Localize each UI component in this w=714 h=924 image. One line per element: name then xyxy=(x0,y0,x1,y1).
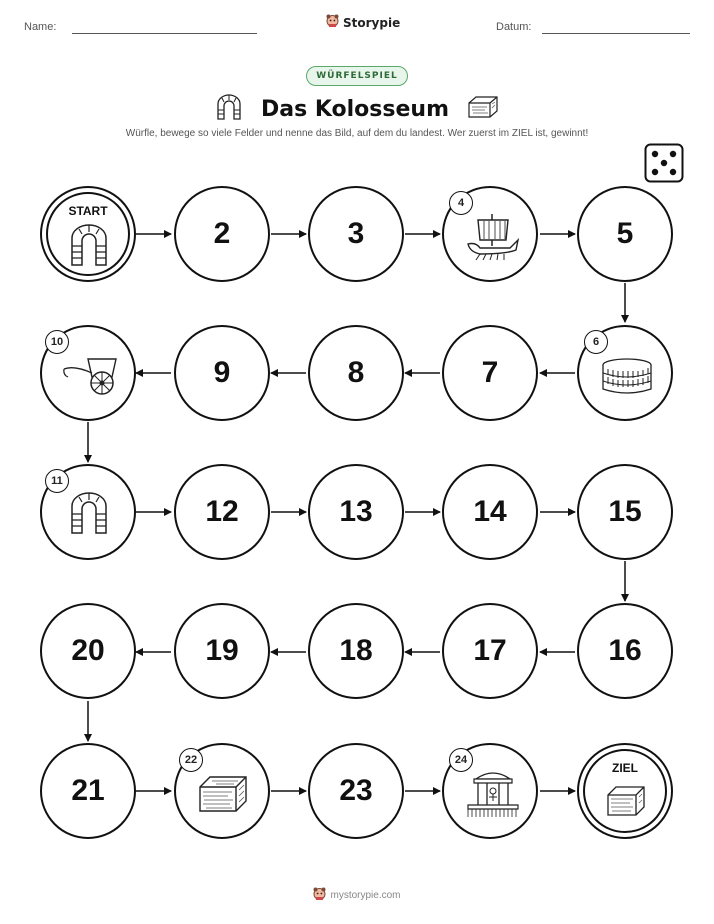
ship-icon xyxy=(466,210,520,266)
arch-icon xyxy=(69,224,109,270)
board-cell-7[interactable]: 7 xyxy=(442,325,538,421)
chariot-icon xyxy=(62,351,120,401)
brand-name: Storypie xyxy=(343,15,401,30)
board-cell-12[interactable]: 12 xyxy=(174,464,270,560)
board-cell-20[interactable]: 20 xyxy=(40,603,136,699)
board-cell-16[interactable]: 16 xyxy=(577,603,673,699)
board-cell-3[interactable]: 3 xyxy=(308,186,404,282)
date-label: Datum: xyxy=(496,21,532,33)
board-cell-19[interactable]: 19 xyxy=(174,603,270,699)
board-cell-5[interactable]: 5 xyxy=(577,186,673,282)
instructions: Würfle, bewege so viele Felder und nenne das Bild, auf dem du landest. Wer zuerst im ZIEL ist, gewinnt! xyxy=(125,128,589,139)
board-cell-21[interactable]: 21 xyxy=(40,743,136,839)
colosseum-icon xyxy=(601,357,653,399)
goal-label: ZIEL xyxy=(612,761,638,775)
name-label: Name: xyxy=(24,21,57,33)
emperor-box-icon xyxy=(466,767,520,823)
stone-block-icon xyxy=(198,775,248,817)
board-cell-17[interactable]: 17 xyxy=(442,603,538,699)
board-cell-9[interactable]: 9 xyxy=(174,325,270,421)
cell-number-badge: 22 xyxy=(179,748,203,772)
stone-block-icon xyxy=(606,785,646,821)
board-cell-18[interactable]: 18 xyxy=(308,603,404,699)
start-label: START xyxy=(68,204,108,218)
goal-cell[interactable] xyxy=(577,743,673,839)
board-cell-2[interactable]: 2 xyxy=(174,186,270,282)
cell-number-badge: 6 xyxy=(584,330,608,354)
cell-number-badge: 11 xyxy=(45,469,69,493)
game-badge: WÜRFELSPIEL xyxy=(306,66,408,86)
board-cell-14[interactable]: 14 xyxy=(442,464,538,560)
page-title: Das Kolosseum xyxy=(261,96,449,122)
footer-link[interactable]: mystorypie.com xyxy=(330,890,401,901)
board-cell-23[interactable]: 23 xyxy=(308,743,404,839)
board-cell-13[interactable]: 13 xyxy=(308,464,404,560)
arch-icon xyxy=(69,492,109,538)
start-cell[interactable] xyxy=(40,186,136,282)
board-cell-8[interactable]: 8 xyxy=(308,325,404,421)
footer xyxy=(313,887,400,904)
cell-number-badge: 24 xyxy=(449,748,473,772)
storypie-logo-icon xyxy=(313,887,326,904)
board-cell-15[interactable]: 15 xyxy=(577,464,673,560)
cell-number-badge: 4 xyxy=(449,191,473,215)
cell-number-badge: 10 xyxy=(45,330,69,354)
